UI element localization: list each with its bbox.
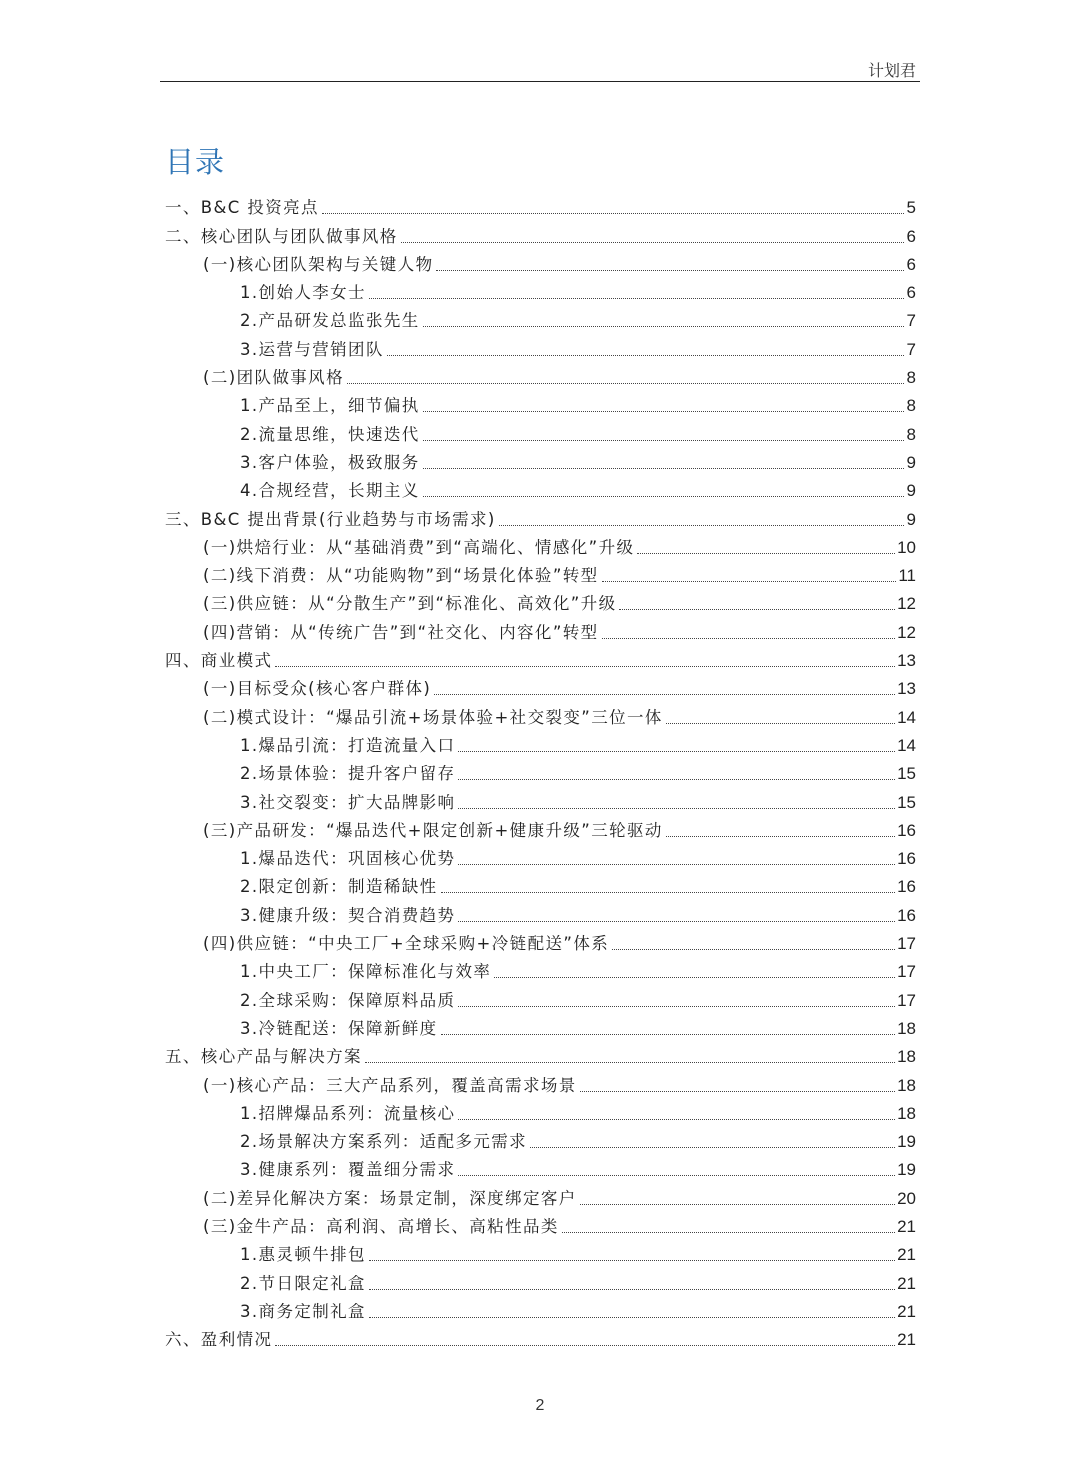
toc-entry-page: 7	[906, 311, 916, 331]
toc-entry[interactable]	[165, 247, 916, 275]
toc-entry[interactable]	[165, 218, 916, 246]
toc-dot-leader	[423, 411, 904, 412]
toc-entry-text: 六、盈利情况	[165, 1330, 273, 1350]
toc-entry-page: 14	[897, 707, 916, 727]
toc-entry-page: 9	[906, 452, 916, 472]
footer-page-number: 2	[535, 1397, 545, 1414]
toc-dot-leader	[458, 751, 895, 752]
toc-dot-leader	[458, 921, 895, 922]
toc-dot-leader	[458, 1006, 895, 1007]
toc-dot-leader	[602, 581, 897, 582]
toc-dot-leader	[499, 525, 904, 526]
toc-dot-leader	[441, 1034, 896, 1035]
toc-entry[interactable]	[165, 728, 916, 756]
toc-entry-page: 8	[906, 424, 916, 444]
toc-entry-text: 3.客户体验，极致服务	[240, 452, 420, 472]
toc-entry-page: 21	[897, 1330, 916, 1350]
toc-entry-page: 17	[897, 962, 916, 982]
toc-entry[interactable]	[165, 869, 916, 897]
toc-entry-text: 3.社交裂变：扩大品牌影响	[240, 792, 456, 812]
toc-entry-text: 1.创始人李女士	[240, 283, 366, 303]
toc-entry-page: 21	[897, 1273, 916, 1293]
toc-entry[interactable]	[165, 1067, 916, 1095]
toc-entry[interactable]	[165, 331, 916, 359]
toc-entry-text: 4.合规经营，长期主义	[240, 481, 420, 501]
toc-dot-leader	[458, 864, 895, 865]
toc-entry[interactable]	[165, 926, 916, 954]
toc-entry[interactable]	[165, 1124, 916, 1152]
toc-entry-text: (一)核心产品：三大产品系列，覆盖高需求场景	[203, 1075, 577, 1095]
toc-entry-page: 5	[906, 198, 916, 218]
toc-entry[interactable]	[165, 1011, 916, 1039]
toc-entry-page: 18	[897, 1103, 916, 1123]
toc-entry[interactable]	[165, 416, 916, 444]
toc-entry-page: 6	[906, 226, 916, 246]
toc-entry-text: (二)模式设计：“爆品引流+场景体验+社交裂变”三位一体	[203, 707, 663, 727]
toc-entry[interactable]	[165, 303, 916, 331]
toc-dot-leader	[423, 440, 904, 441]
toc-entry-text: 二、核心团队与团队做事风格	[165, 226, 398, 246]
toc-entry-text: (三)供应链：从“分散生产”到“标准化、高效化”升级	[203, 594, 617, 614]
toc-dot-leader	[369, 298, 904, 299]
toc-entry-text: 2.产品研发总监张先生	[240, 311, 420, 331]
toc-entry[interactable]	[165, 841, 916, 869]
toc-entry-text: (四)营销：从“传统广告”到“社交化、内容化”转型	[203, 622, 599, 642]
toc-dot-leader	[365, 1062, 895, 1063]
toc-entry-text: 2.限定创新：制造稀缺性	[240, 877, 438, 897]
toc-entry-page: 18	[897, 1075, 916, 1095]
toc-entry[interactable]	[165, 558, 916, 586]
toc-entry-page: 16	[897, 877, 916, 897]
toc-dot-leader	[369, 1260, 895, 1261]
toc-entry[interactable]	[165, 190, 916, 218]
toc-entry-text: 五、核心产品与解决方案	[165, 1047, 362, 1067]
toc-entry-text: 四、商业模式	[165, 651, 273, 671]
toc-entry-page: 14	[897, 735, 916, 755]
toc-entry-text: 三、B&C 提出背景(行业趋势与市场需求)	[165, 509, 496, 529]
toc-entry-text: 3.冷链配送：保障新鲜度	[240, 1018, 438, 1038]
toc-entry-page: 12	[897, 594, 916, 614]
toc-dot-leader	[458, 1175, 895, 1176]
toc-entry-page: 13	[897, 651, 916, 671]
toc-entry-text: (二)团队做事风格	[203, 368, 344, 388]
toc-entry-page: 17	[897, 934, 916, 954]
toc-dot-leader	[612, 949, 895, 950]
toc-dot-leader	[423, 496, 904, 497]
toc-dot-leader	[423, 468, 904, 469]
toc-dot-leader	[401, 242, 904, 243]
toc-entry[interactable]	[165, 897, 916, 925]
toc-entry-text: (一)目标受众(核心客户群体)	[203, 679, 432, 699]
toc-dot-leader	[434, 694, 895, 695]
toc-entry[interactable]	[165, 1152, 916, 1180]
toc-dot-leader	[637, 553, 895, 554]
toc-entry-page: 9	[906, 509, 916, 529]
toc-entry-text: 3.健康系列：覆盖细分需求	[240, 1160, 456, 1180]
toc-entry[interactable]	[165, 671, 916, 699]
toc-entry[interactable]	[165, 1237, 916, 1265]
toc-entry-text: (二)差异化解决方案：场景定制，深度绑定客户	[203, 1188, 577, 1208]
toc-entry-text: (二)线下消费：从“功能购物”到“场景化体验”转型	[203, 566, 599, 586]
toc-entry-page: 7	[906, 339, 916, 359]
toc-entry[interactable]	[165, 756, 916, 784]
toc-dot-leader	[387, 355, 904, 356]
toc-entry-text: (三)产品研发：“爆品迭代+限定创新+健康升级”三轮驱动	[203, 820, 663, 840]
header-rule	[160, 81, 920, 82]
toc-entry-page: 10	[897, 537, 916, 557]
toc-entry[interactable]	[165, 1265, 916, 1293]
toc-entry-text: 1.惠灵顿牛排包	[240, 1245, 366, 1265]
toc-entry-page: 8	[906, 396, 916, 416]
toc-entry-text: 2.节日限定礼盒	[240, 1273, 366, 1293]
toc-entry[interactable]	[165, 360, 916, 388]
toc-entry-page: 18	[897, 1047, 916, 1067]
toc-entry-page: 19	[897, 1160, 916, 1180]
toc-entry[interactable]	[165, 530, 916, 558]
toc-entry[interactable]	[165, 1294, 916, 1322]
toc-entry[interactable]	[165, 1322, 916, 1350]
toc-entry-page: 20	[897, 1188, 916, 1208]
toc-entry-page: 15	[897, 764, 916, 784]
toc-dot-leader	[322, 213, 904, 214]
toc-entry[interactable]	[165, 699, 916, 727]
toc-dot-leader	[580, 1204, 895, 1205]
toc-entry[interactable]	[165, 954, 916, 982]
toc-entry-page: 19	[897, 1132, 916, 1152]
toc-entry[interactable]	[165, 501, 916, 529]
toc-entry-text: 1.爆品迭代：巩固核心优势	[240, 849, 456, 869]
toc-dot-leader	[666, 723, 895, 724]
toc-entry[interactable]	[165, 586, 916, 614]
toc-entry-page: 13	[897, 679, 916, 699]
toc-dot-leader	[275, 666, 895, 667]
toc-dot-leader	[458, 1119, 895, 1120]
toc-entry-text: 1.爆品引流：打造流量入口	[240, 735, 456, 755]
toc-entry[interactable]	[165, 643, 916, 671]
toc-entry-text: 1.产品至上，细节偏执	[240, 396, 420, 416]
toc-entry-text: 2.全球采购：保障原料品质	[240, 990, 456, 1010]
toc-entry-text: 1.招牌爆品系列：流量核心	[240, 1103, 456, 1123]
toc-entry[interactable]	[165, 445, 916, 473]
toc-entry[interactable]	[165, 1039, 916, 1067]
toc-entry-text: 3.商务定制礼盒	[240, 1301, 366, 1321]
toc-entry[interactable]	[165, 784, 916, 812]
toc-entry[interactable]	[165, 275, 916, 303]
toc-dot-leader	[458, 808, 895, 809]
toc-entry-page: 18	[897, 1018, 916, 1038]
toc-entry-page: 16	[897, 849, 916, 869]
toc-entry[interactable]	[165, 982, 916, 1010]
table-of-contents	[165, 190, 916, 1350]
toc-entry[interactable]	[165, 1096, 916, 1124]
toc-dot-leader	[347, 383, 904, 384]
toc-entry[interactable]	[165, 473, 916, 501]
toc-title: 目录	[165, 145, 226, 179]
toc-entry-text: (一)烘焙行业：从“基础消费”到“高端化、情感化”升级	[203, 537, 635, 557]
toc-entry-text: 3.健康升级：契合消费趋势	[240, 905, 456, 925]
toc-entry[interactable]	[165, 1180, 916, 1208]
toc-entry[interactable]	[165, 388, 916, 416]
toc-dot-leader	[602, 638, 896, 639]
toc-entry-text: 2.流量思维，快速迭代	[240, 424, 420, 444]
toc-entry[interactable]	[165, 1209, 916, 1237]
toc-entry-page: 21	[897, 1301, 916, 1321]
toc-entry[interactable]	[165, 614, 916, 642]
toc-entry-page: 16	[897, 820, 916, 840]
toc-dot-leader	[275, 1345, 895, 1346]
toc-dot-leader	[580, 1091, 895, 1092]
toc-dot-leader	[530, 1147, 895, 1148]
toc-entry-page: 21	[897, 1245, 916, 1265]
toc-dot-leader	[494, 977, 895, 978]
toc-entry-page: 15	[897, 792, 916, 812]
toc-dot-leader	[562, 1232, 895, 1233]
toc-entry-page: 6	[906, 254, 916, 274]
toc-dot-leader	[436, 270, 904, 271]
toc-entry-page: 11	[898, 566, 916, 586]
toc-entry-text: 1.中央工厂：保障标准化与效率	[240, 962, 492, 982]
toc-dot-leader	[423, 326, 904, 327]
toc-dot-leader	[369, 1289, 895, 1290]
toc-dot-leader	[458, 779, 895, 780]
toc-entry-page: 6	[906, 283, 916, 303]
toc-dot-leader	[666, 836, 895, 837]
toc-entry-text: (四)供应链：“中央工厂+全球采购+冷链配送”体系	[203, 934, 610, 954]
toc-entry-page: 12	[897, 622, 916, 642]
toc-entry-page: 16	[897, 905, 916, 925]
toc-entry-page: 8	[906, 368, 916, 388]
toc-dot-leader	[619, 609, 895, 610]
toc-entry-text: 2.场景解决方案系列：适配多元需求	[240, 1132, 528, 1152]
toc-entry-page: 9	[906, 481, 916, 501]
toc-entry-page: 17	[897, 990, 916, 1010]
toc-dot-leader	[441, 892, 896, 893]
toc-entry-text: 3.运营与营销团队	[240, 339, 384, 359]
toc-entry-text: 2.场景体验：提升客户留存	[240, 764, 456, 784]
toc-entry[interactable]	[165, 813, 916, 841]
header-label: 计划君	[867, 61, 916, 80]
toc-entry-text: (三)金牛产品：高利润、高增长、高粘性品类	[203, 1216, 559, 1236]
toc-dot-leader	[369, 1317, 895, 1318]
toc-entry-text: (一)核心团队架构与关键人物	[203, 254, 434, 274]
toc-entry-page: 21	[897, 1216, 916, 1236]
toc-entry-text: 一、B&C 投资亮点	[165, 198, 319, 218]
